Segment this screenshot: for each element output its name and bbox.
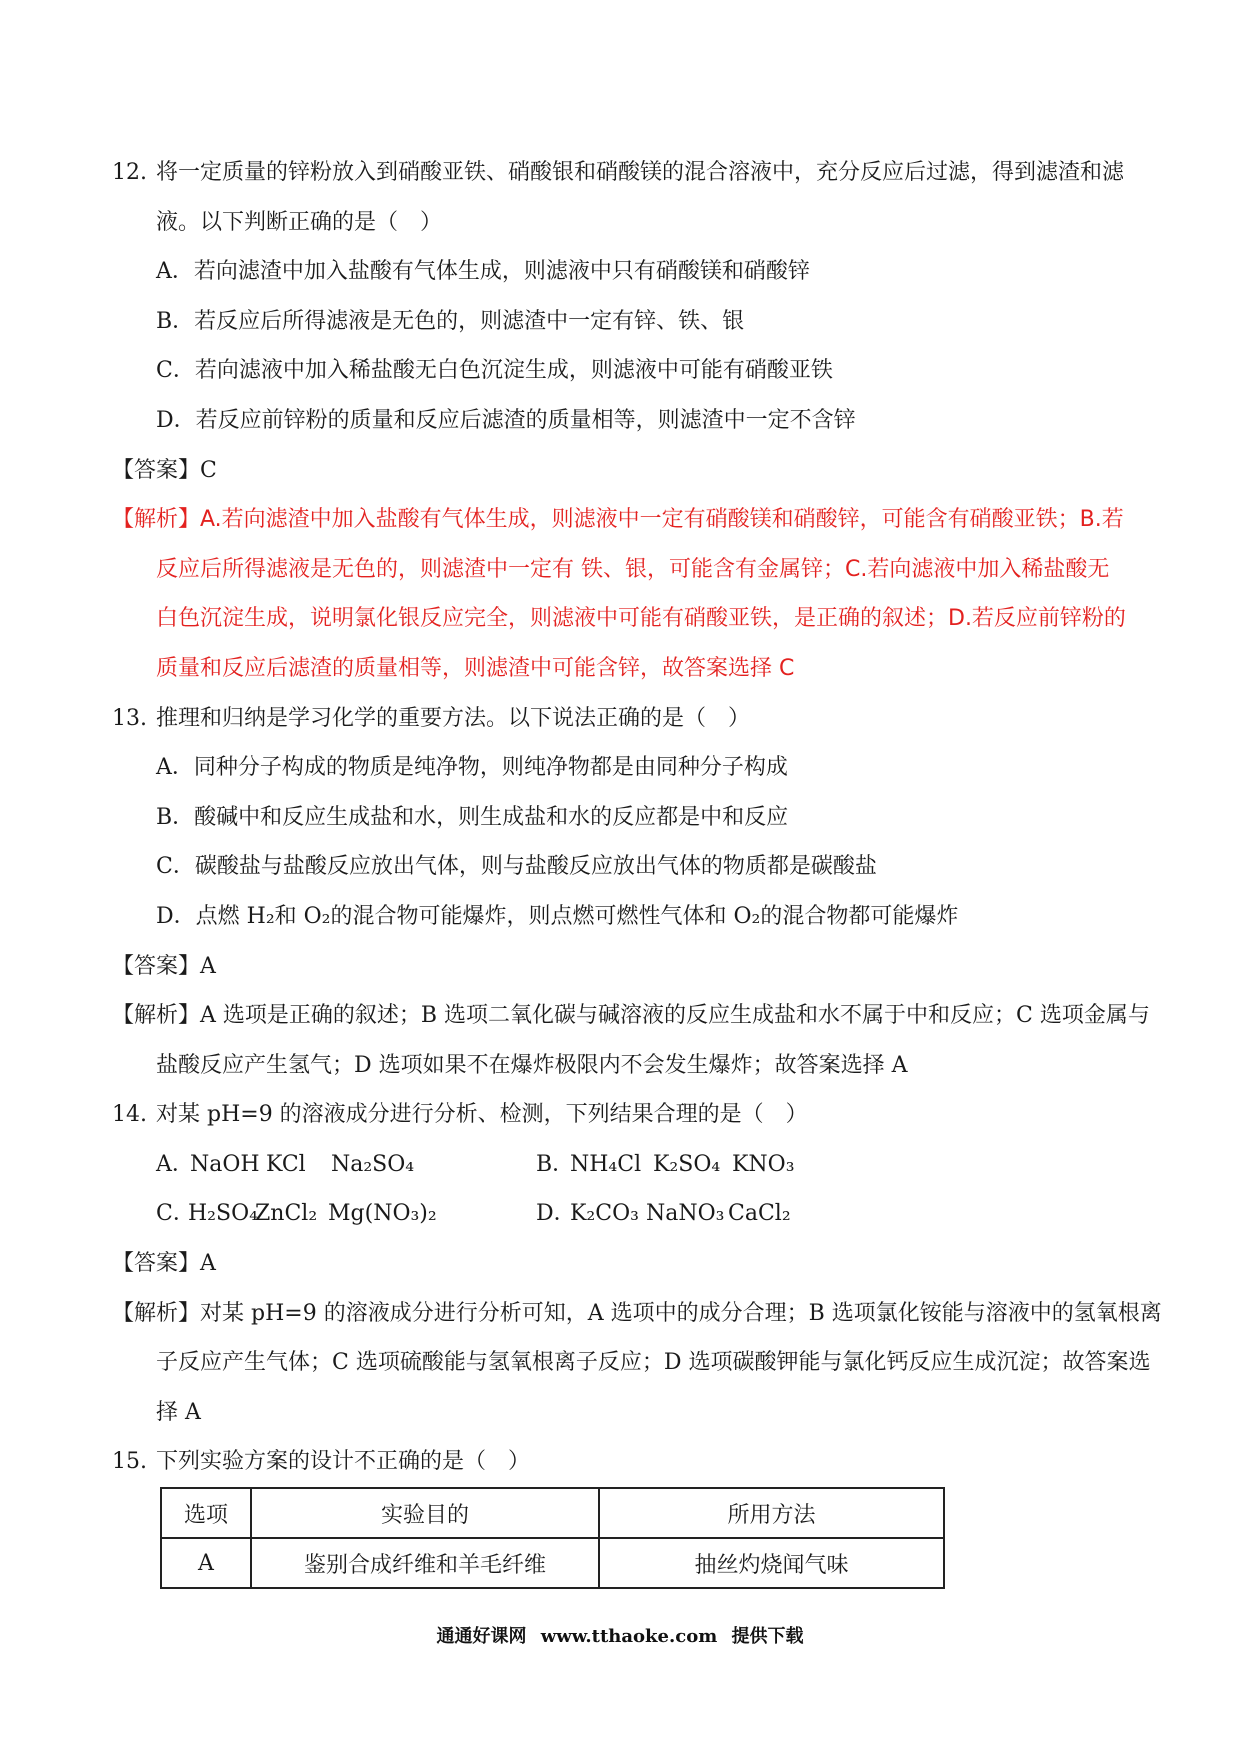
- option-text: 若向滤液中加入稀盐酸无白色沉淀生成，则滤液中可能有硝酸亚铁: [194, 358, 833, 384]
- option-row-cd: [0, 1189, 1240, 1239]
- stem-text: 液。以下判断正确的是（ ）: [156, 209, 443, 235]
- option-label: A．: [156, 259, 194, 285]
- option-d: [0, 396, 1240, 446]
- question-number: 13.: [112, 705, 147, 731]
- option-label: A．: [156, 1151, 194, 1177]
- option-label: D．: [156, 903, 196, 929]
- answer-label: 【答案】: [112, 457, 201, 483]
- analysis-line: [0, 1041, 1240, 1091]
- analysis-label: 【解析】: [112, 1300, 201, 1326]
- table-cell: 鉴别合成纤维和羊毛纤维: [251, 1538, 599, 1588]
- analysis-text: 盐酸反应产生氢气；D 选项如果不在爆炸极限内不会发生爆炸；故答案选择 A: [156, 1052, 908, 1078]
- table-header: 实验目的: [251, 1488, 599, 1538]
- analysis-text: 反应后所得滤液是无色的，则滤渣中一定有 铁、银，可能含有金属锌；C.若向滤液中加入稀盐酸无: [156, 556, 1110, 582]
- option-label: B．: [536, 1151, 575, 1177]
- analysis-text: A 选项是正确的叙述；B 选项二氧化碳与碱溶液的反应生成盐和水不属于中和反应；C 选项金属与: [200, 1003, 1150, 1029]
- analysis-label: 【解析】: [112, 1003, 201, 1029]
- question-number: 14.: [112, 1102, 147, 1128]
- answer-line: [0, 1239, 1240, 1289]
- answer-value: A: [200, 1251, 216, 1277]
- option-text: 碳酸盐与盐酸反应放出气体，则与盐酸反应放出气体的物质都是碳酸盐: [194, 854, 877, 880]
- table-header-row: [161, 1488, 944, 1538]
- option-text: 同种分子构成的物质是纯净物，则纯净物都是由同种分子构成: [193, 755, 788, 781]
- formula: CaCl₂: [728, 1201, 791, 1227]
- analysis-text: 择 A: [156, 1399, 201, 1425]
- formula: Na₂SO₄: [331, 1151, 415, 1177]
- option-text: 酸碱中和反应生成盐和水，则生成盐和水的反应都是中和反应: [194, 804, 789, 830]
- stem-text: 推理和归纳是学习化学的重要方法。以下说法正确的是（ ）: [156, 705, 751, 731]
- option-text: 点燃 H₂和 O₂的混合物可能爆炸，则点燃可燃性气体和 O₂的混合物都可能爆炸: [195, 903, 959, 929]
- question-stem-line: [0, 694, 1240, 744]
- analysis-line: [0, 594, 1240, 644]
- option-label: C．: [156, 1201, 195, 1227]
- analysis-text: 对某 pH=9 的溶液成分进行分析可知，A 选项中的成分合理；B 选项氯化铵能与溶液中的氢氧根离: [200, 1300, 1162, 1326]
- option-label: D．: [536, 1201, 576, 1227]
- stem-text: 下列实验方案的设计不正确的是（ ）: [156, 1449, 531, 1475]
- question-12: [0, 148, 1240, 694]
- table-cell: 抽丝灼烧闻气味: [599, 1538, 944, 1588]
- question-stem-line: [0, 1090, 1240, 1140]
- formula: NaOH: [190, 1151, 260, 1177]
- formula: KNO₃: [732, 1151, 795, 1177]
- analysis-line: [0, 1388, 1240, 1438]
- question-number: 15.: [112, 1449, 147, 1475]
- page-content: [0, 148, 1240, 1589]
- experiment-table: [160, 1487, 945, 1589]
- stem-text: 对某 pH=9 的溶液成分进行分析、检测，下列结果合理的是（ ）: [156, 1102, 808, 1128]
- formula: NH₄Cl: [570, 1151, 642, 1177]
- option-label: C．: [156, 854, 195, 880]
- answer-label: 【答案】: [112, 953, 201, 979]
- option-a: [0, 247, 1240, 297]
- table-cell: A: [161, 1538, 251, 1588]
- option-label: B．: [156, 308, 195, 334]
- analysis-line: [0, 495, 1240, 545]
- option-row-ab: [0, 1140, 1240, 1190]
- answer-value: C: [200, 457, 217, 483]
- option-text: 若反应前锌粉的质量和反应后滤渣的质量相等，则滤渣中一定不含锌: [195, 407, 856, 433]
- answer-label: 【答案】: [112, 1251, 201, 1277]
- answer-line: [0, 446, 1240, 496]
- option-b: [0, 297, 1240, 347]
- question-15: [0, 1437, 1240, 1589]
- formula: ZnCl₂: [255, 1201, 318, 1227]
- option-label: A．: [156, 755, 194, 781]
- question-stem-line: [0, 148, 1240, 198]
- question-13: [0, 694, 1240, 1091]
- analysis-text: A.若向滤渣中加入盐酸有气体生成，则滤液中一定有硝酸镁和硝酸锌，可能含有硝酸亚铁；B.若: [200, 507, 1124, 533]
- answer-value: A: [200, 953, 216, 979]
- question-number: 12.: [112, 160, 147, 185]
- option-c: [0, 346, 1240, 396]
- option-label: B．: [156, 804, 195, 830]
- analysis-text: 白色沉淀生成，说明氯化银反应完全，则滤液中可能有硝酸亚铁，是正确的叙述；D.若反应前锌粉的: [156, 606, 1126, 632]
- analysis-text: 质量和反应后滤渣的质量相等，则滤渣中可能含锌，故答案选择 C: [156, 655, 795, 681]
- table-header: 所用方法: [599, 1488, 944, 1538]
- analysis-line: [0, 644, 1240, 694]
- option-label: D．: [156, 407, 196, 433]
- analysis-text: 子反应产生气体；C 选项硫酸能与氢氧根离子反应；D 选项碳酸钾能与氯化钙反应生成沉淀；故答案选: [156, 1350, 1151, 1376]
- formula: Mg(NO₃)₂: [328, 1201, 437, 1227]
- question-stem-line: [0, 198, 1240, 248]
- formula: NaNO₃: [646, 1201, 725, 1227]
- analysis-line: [0, 1289, 1240, 1339]
- formula: H₂SO₄: [188, 1201, 258, 1227]
- option-b: [0, 793, 1240, 843]
- page-footer: 通通好课网 www.tthaoke.com 提供下载: [436, 1626, 804, 1647]
- option-d: [0, 892, 1240, 942]
- question-stem-line: [0, 1437, 1240, 1487]
- table-row: [161, 1538, 944, 1588]
- analysis-line: [0, 991, 1240, 1041]
- formula: K₂CO₃: [570, 1201, 639, 1227]
- option-text: 若向滤渣中加入盐酸有气体生成，则滤液中只有硝酸镁和硝酸锌: [193, 259, 810, 285]
- analysis-line: [0, 1338, 1240, 1388]
- formula: K₂SO₄: [653, 1151, 721, 1177]
- option-c: [0, 842, 1240, 892]
- option-a: [0, 743, 1240, 793]
- analysis-line: [0, 545, 1240, 595]
- question-14: [0, 1090, 1240, 1437]
- option-label: C．: [156, 358, 195, 384]
- analysis-label: 【解析】: [112, 507, 201, 533]
- option-text: 若反应后所得滤液是无色的，则滤渣中一定有锌、铁、银: [194, 308, 745, 334]
- answer-line: [0, 942, 1240, 992]
- formula: KCl: [266, 1151, 306, 1177]
- table-header: 选项: [161, 1488, 251, 1538]
- stem-text: 将一定质量的锌粉放入到硝酸亚铁、硝酸银和硝酸镁的混合溶液中，充分反应后过滤，得到滤渣和滤: [156, 160, 1125, 185]
